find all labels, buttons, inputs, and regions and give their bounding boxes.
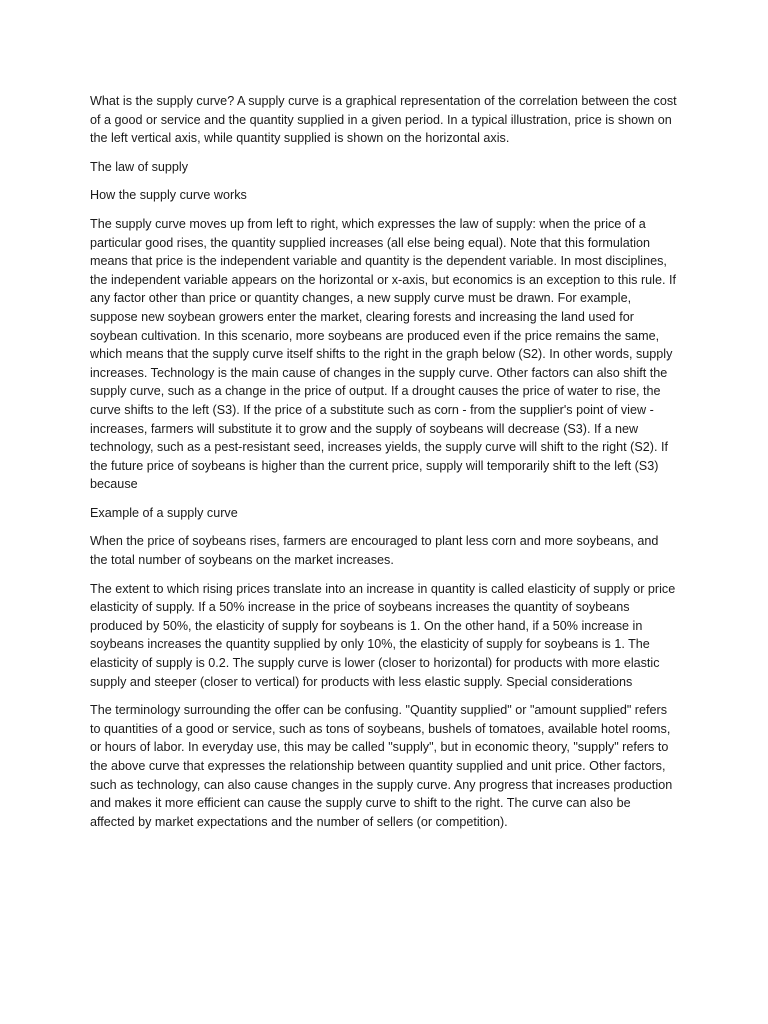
terminology-paragraph: The terminology surrounding the offer can be confusing. "Quantity supplied" or "amount supplied" refers to quantities of a good or service, such as tons of soybeans, bushels of tomatoes, available hotel rooms, or hours of labor. In everyday use, this may be called "supply", but in economic theory, "supply" refers to the above curve that expresses the relationship between quantity supplied and unit price. Other factors, such as technology, can also cause changes in the supply curve. Any progress that increases production and makes it more efficient can cause the supply curve to shift to the right. The curve can also be affected by market expectations and the number of sellers (or competition).	[90, 703, 673, 829]
example-paragraph: When the price of soybeans rises, farmers are encouraged to plant less corn and more soybeans, and the total number of soybeans on the market increases.	[90, 534, 659, 568]
supply-curve-paragraph: The supply curve moves up from left to right, which expresses the law of supply: when the price of a particular good rises, the quantity supplied increases (all else being equal). Note that this formulation means that price is the independent variable and quantity is the dependent variable. In most disciplines, the independent variable appears on the horizontal or x-axis, but economics is an exception to this rule. If any factor other than price or quantity changes, a new supply curve must be drawn. For example, suppose new soybean growers enter the market, clearing forests and increasing the land used for soybean cultivation. In this scenario, more soybeans are produced even if the price remains the same, which means that the supply curve itself shifts to the right in the graph below (S2). In other words, supply increases. Technology is the main cause of changes in the supply curve. Other factors can also shift the supply curve, such as a change in the price of output. If a drought causes the price of water to rise, the curve shifts to the left (S3). If the price of a substitute such as corn - from the supplier's point of view - increases, farmers will substitute it to grow and the supply of soybeans will decrease (S3). If a new technology, such as a pest-resistant seed, increases yields, the supply curve will shift to the right (S2). If the future price of soybeans is higher than the current price, supply will temporarily shift to the left (S3) because	[90, 216, 676, 492]
document-page	[90, 92, 678, 841]
heading-example-supply-curve: Example of a supply curve	[90, 505, 238, 520]
heading-law-of-supply: The law of supply	[90, 159, 189, 174]
heading-how-supply-curve-works: How the supply curve works	[90, 188, 247, 203]
intro-paragraph: What is the supply curve? A supply curve is a graphical representation of the correlation between the cost of a good or service and the quantity supplied in a given period. In a typical illustration, price is shown on the left vertical axis, while quantity supplied is shown on the horizontal axis.	[90, 94, 677, 146]
elasticity-paragraph: The extent to which rising prices translate into an increase in quantity is called elasticity of supply or price elasticity of supply. If a 50% increase in the price of soybeans increases the quantity of soybeans produced by 50%, the elasticity of supply for soybeans is 1. On the other hand, if a 50% increase in soybeans increases the quantity supplied by only 10%, the elasticity of supply for soybeans is 1. The elasticity of supply is 0.2. The supply curve is lower (closer to horizontal) for products with more elastic supply and steeper (closer to vertical) for products with less elastic supply. Special considerations	[90, 581, 676, 689]
